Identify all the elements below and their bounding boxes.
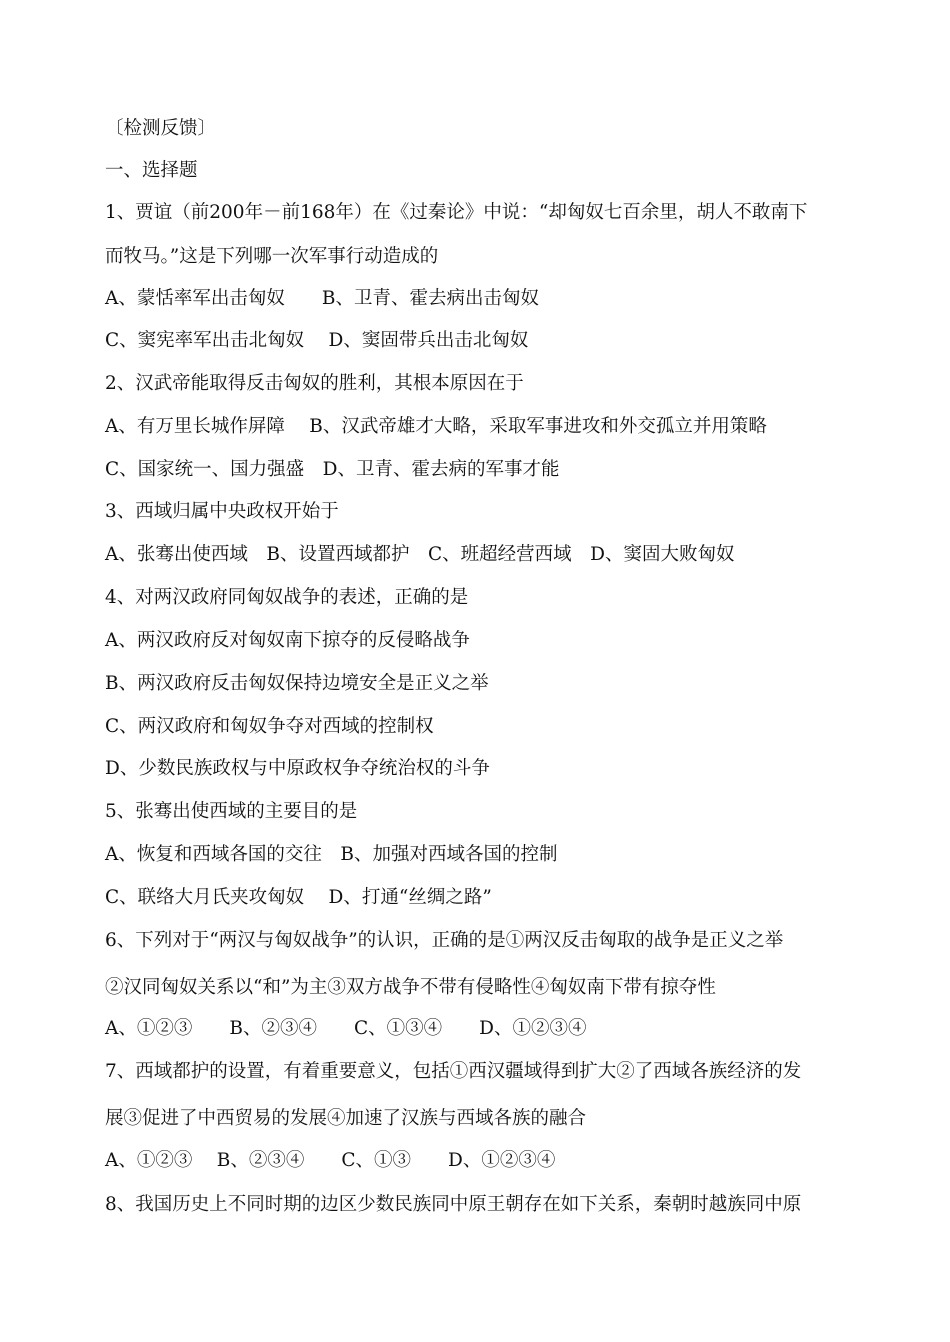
option-line: A、恢复和西域各国的交往 B、加强对西域各国的控制 — [105, 844, 558, 865]
text-line: 而牧马。”这是下列哪一次军事行动造成的 — [105, 246, 439, 267]
option-line: C、两汉政府和匈奴争夺对西域的控制权 — [105, 716, 434, 737]
part-title: 一、选择题 — [105, 160, 198, 181]
question-line: 展③促进了中西贸易的发展④加速了汉族与西域各族的融合 — [105, 1108, 587, 1129]
option-line: C、国家统一、国力强盛 D、卫青、霍去病的军事才能 — [105, 459, 560, 480]
question-line: 2、汉武帝能取得反击匈奴的胜利，其根本原因在于 — [105, 373, 524, 394]
question-line: 3、西域归属中央政权开始于 — [105, 501, 339, 522]
option-line: D、少数民族政权与中原政权争夺统治权的斗争 — [105, 758, 490, 779]
question-line: 7、西域都护的设置，有着重要意义，包括①西汉疆域得到扩大②了西域各族经济的发 — [105, 1061, 802, 1082]
question-line: 5、张骞出使西域的主要目的是 — [105, 801, 358, 822]
question-line: 8、我国历史上不同时期的边区少数民族同中原王朝存在如下关系，秦朝时越族同中原 — [105, 1194, 802, 1215]
question-line: 4、对两汉政府同匈奴战争的表述，正确的是 — [105, 587, 469, 608]
question-line: 6、下列对于“两汉与匈奴战争”的认识，正确的是①两汉反击匈取的战争是正义之举 — [105, 930, 784, 951]
option-line: A、张骞出使西域 B、设置西域都护 C、班超经营西域 D、窦固大败匈奴 — [105, 544, 735, 565]
option-line: A、蒙恬率军出击匈奴 B、卫青、霍去病出击匈奴 — [105, 288, 539, 309]
option-line: A、两汉政府反对匈奴南下掠夺的反侵略战争 — [105, 630, 470, 651]
option-line: A、有万里长城作屏障 B、汉武帝雄才大略，采取军事进攻和外交孤立并用策略 — [105, 416, 767, 437]
option-line: A、①②③ B、②③④ C、①③ D、①②③④ — [105, 1150, 556, 1171]
option-line: C、窦宪率军出击北匈奴 D、窦固带兵出击北匈奴 — [105, 330, 529, 351]
option-line: B、两汉政府反击匈奴保持边境安全是正义之举 — [105, 673, 489, 694]
text-line: 1、贾谊（前200年－前168年）在《过秦论》中说：“却匈奴七百余里，胡人不敢南下 — [105, 202, 808, 223]
option-line: C、联络大月氏夹攻匈奴 D、打通“丝绸之路” — [105, 887, 492, 908]
option-line: A、①②③ B、②③④ C、①③④ D、①②③④ — [105, 1018, 587, 1039]
question-line: ②汉同匈奴关系以“和”为主③双方战争不带有侵略性④匈奴南下带有掠夺性 — [105, 977, 716, 998]
section-header: 〔检测反馈〕 — [105, 118, 217, 139]
